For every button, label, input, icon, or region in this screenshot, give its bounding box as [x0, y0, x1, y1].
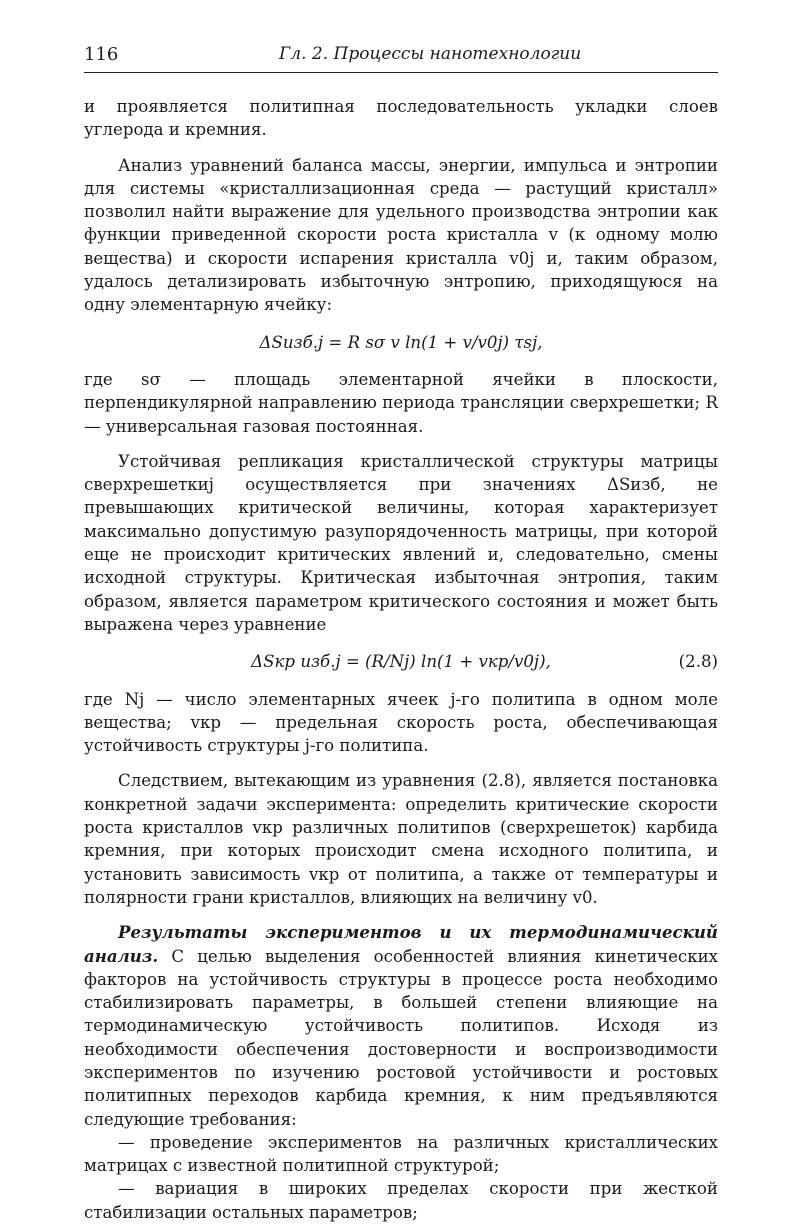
paragraph-4: где Nj — число элементарных ячеек j-го политипа в одном моле вещества; vкр — предельная скорость роста, обеспечивающая устойчивость структуры j-го политипа. [84, 689, 718, 756]
paragraph-2: где sσ — площадь элементарной ячейки в плоскости, перпендикулярной направлению периода трансляции сверхрешетки; R — универсальная газовая постоянная. [84, 369, 718, 436]
paragraph-6-body: С целью выделения особенностей влияния кинетических факторов на устойчивость структуры в процессе роста необходимо стабилизировать параметры, в большей степени влияющие на термодинамическую устойчивость политипов. Исходя из необходимости обеспечения достоверности и воспроизводимости экспериментов по изучению ростовой устойчивости и ростовых политипных переходов карбида кремния, к ним предъявляются следующие требования: [84, 946, 718, 1129]
section-heading: Результаты экспериментов и их термодинамический анализ. [84, 922, 718, 966]
equation-number: (2.8) [678, 652, 718, 672]
page-number: 116 [84, 44, 119, 65]
formula-critical-entropy [84, 650, 718, 673]
paragraph-3: Устойчивая репликация кристаллической структуры матрицы сверхрешеткиj осуществляется при значениях ΔSизб, не превышающих критической величины, которая характеризует максимально допустимую разупорядоченность матрицы, при которой еще не происходит критических явлений и, следовательно, смены исходной структуры. Критическая избыточная энтропия, таким образом, является параметром критического состояния и может быть выражена через уравнение [84, 451, 718, 634]
formula-excess-entropy [84, 331, 718, 354]
body-text [84, 95, 718, 1224]
formula-2-text: ΔSкр изб.j = (R/Nj) ln(1 + vкр/v0j), [251, 652, 551, 672]
running-title: Гл. 2. Процессы нанотехнологии [279, 44, 582, 64]
paragraph-0: и проявляется политипная последовательность укладки слоев углерода и кремния. [84, 97, 718, 140]
paragraph-5: Следствием, вытекающим из уравнения (2.8), является постановка конкретной задачи эксперимента: определить критические скорости роста кристаллов vкр различных политипов (сверхрешеток) карбида кремния, при которых происходит смена исходного политипа, и установить зависимость vкр от политипа, а также от температуры и полярности грани кристаллов, влияющих на величину v0. [84, 771, 718, 907]
paragraph-6 [84, 921, 718, 1131]
paragraph-1: Анализ уравнений баланса массы, энергии, импульса и энтропии для системы «кристаллизационная среда — растущий кристалл» позволил найти выражение для удельного производства энтропии как функции приведенной скорости роста кристалла v (к одному молю вещества) и скорости испарения кристалла v0j и, таким образом, удалось детализировать избыточную энтропию, приходящуюся на одну элементарную ячейку: [84, 155, 718, 315]
list-item-2: — вариация в широких пределах скорости при жесткой стабилизации остальных параметров; [84, 1179, 718, 1222]
page-header [84, 38, 718, 73]
list-item-1: — проведение экспериментов на различных кристаллических матрицах с известной политипной структурой; [84, 1132, 718, 1176]
page [84, 38, 718, 1224]
formula-1-text: ΔSизб.j = R sσ v ln(1 + v/v0j) τsj, [259, 332, 543, 352]
